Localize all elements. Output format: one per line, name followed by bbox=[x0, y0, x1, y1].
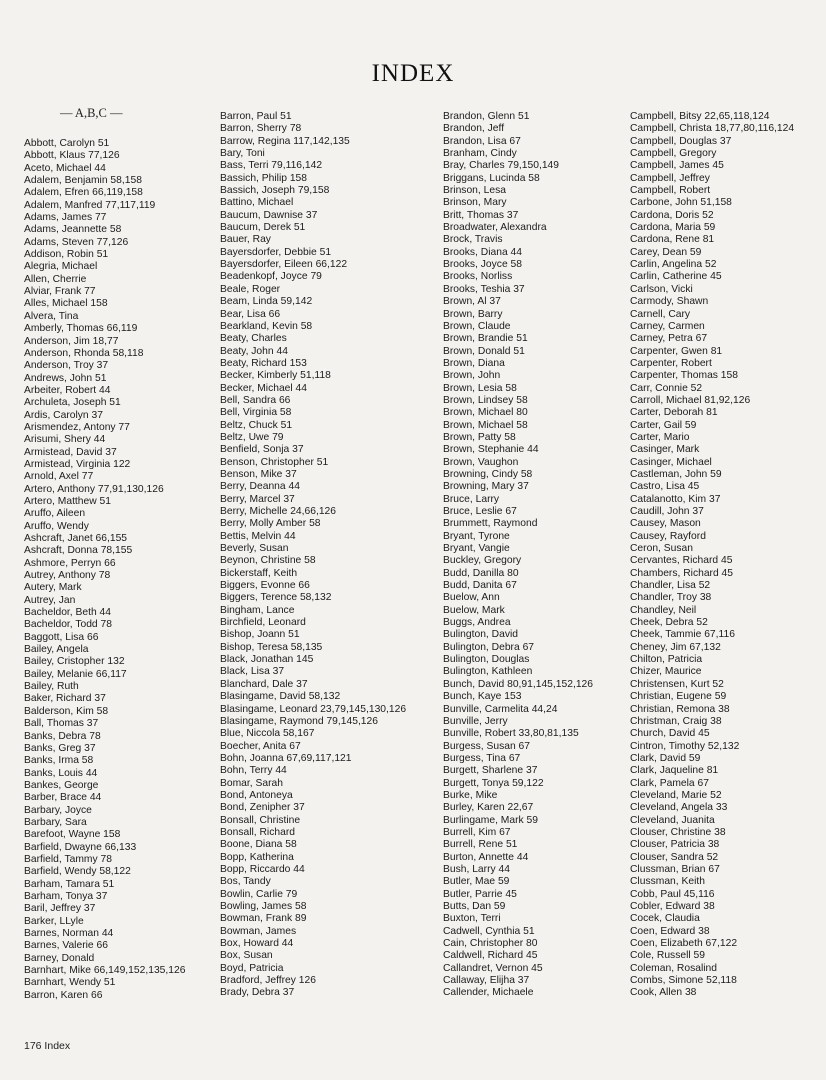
index-entry: Casinger, Mark bbox=[630, 444, 700, 456]
index-entry: Beaty, Richard 153 bbox=[220, 357, 307, 369]
index-entry: Barrow, Regina 117,142,135 bbox=[220, 135, 350, 147]
index-entry: Artero, Anthony 77,91,130,126 bbox=[24, 483, 164, 495]
index-entry: Aceto, Michael 44 bbox=[24, 162, 106, 174]
index-entry: Benson, Christopher 51 bbox=[220, 456, 329, 468]
index-entry: Barham, Tamara 51 bbox=[24, 878, 115, 890]
index-entry: Carpenter, Gwen 81 bbox=[630, 345, 723, 357]
index-entry: Ashcraft, Donna 78,155 bbox=[24, 545, 133, 557]
index-entry: Blasingame, David 58,132 bbox=[220, 691, 341, 703]
index-entry: Burgett, Sharlene 37 bbox=[443, 765, 538, 777]
index-entry: Bond, Zenipher 37 bbox=[220, 802, 305, 814]
index-entry: Carpenter, Thomas 158 bbox=[630, 370, 738, 382]
index-entry: Bayersdorfer, Debbie 51 bbox=[220, 246, 332, 258]
index-entry: Campbell, James 45 bbox=[630, 160, 724, 172]
index-entry: Andrews, John 51 bbox=[24, 372, 107, 384]
index-entry: Chandley, Neil bbox=[630, 604, 697, 616]
index-entry: Bryant, Tyrone bbox=[443, 530, 510, 542]
index-entry: Carney, Carmen bbox=[630, 320, 705, 332]
index-entry: Casinger, Michael bbox=[630, 456, 712, 468]
index-entry: Blasingame, Raymond 79,145,126 bbox=[220, 715, 378, 727]
index-entry: Bruce, Leslie 67 bbox=[443, 506, 517, 517]
index-entry: Budd, Danilla 80 bbox=[443, 567, 519, 579]
index-entry: Britt, Thomas 37 bbox=[443, 209, 519, 221]
index-entry: Baker, Richard 37 bbox=[24, 693, 106, 705]
index-entry: Cleveland, Marie 52 bbox=[630, 789, 722, 801]
index-entry: Bonsall, Richard bbox=[220, 826, 295, 838]
index-entry: Brown, Claude bbox=[443, 320, 511, 332]
index-entry: Causey, Mason bbox=[630, 518, 701, 530]
index-entry: Ball, Thomas 37 bbox=[24, 718, 99, 730]
index-entry: Adams, James 77 bbox=[24, 212, 107, 224]
index-entry: Carter, Mario bbox=[630, 431, 690, 443]
index-entry: Butler, Parrie 45 bbox=[443, 888, 517, 900]
index-entry: Briggans, Lucinda 58 bbox=[443, 172, 540, 184]
index-entry: Cobler, Edward 38 bbox=[630, 901, 715, 912]
index-entry: Cleveland, Angela 33 bbox=[630, 802, 728, 814]
index-entry: Burrell, Kim 67 bbox=[443, 826, 511, 838]
index-entry: Butts, Dan 59 bbox=[443, 901, 506, 912]
index-entry: Armistead, David 37 bbox=[24, 446, 117, 458]
index-entry: Brummett, Raymond bbox=[443, 518, 538, 530]
index-entry: Berry, Molly Amber 58 bbox=[220, 518, 321, 530]
index-entry: Bunville, Robert 33,80,81,135 bbox=[443, 728, 579, 740]
index-entry: Carlin, Catherine 45 bbox=[630, 271, 722, 283]
index-entry: Callaway, Elijha 37 bbox=[443, 975, 530, 987]
index-entry: Ashmore, Perryn 66 bbox=[24, 557, 116, 569]
index-entry: Brandon, Glenn 51 bbox=[443, 111, 530, 122]
index-entry: Barker, LLyle bbox=[24, 915, 84, 927]
index-entry: Balderson, Kim 58 bbox=[24, 705, 109, 717]
index-entry: Beltz, Chuck 51 bbox=[220, 419, 293, 431]
index-entry: Bass, Terri 79,116,142 bbox=[220, 160, 323, 172]
index-entry: Adalem, Benjamin 58,158 bbox=[24, 175, 142, 187]
index-entry: Autery, Mark bbox=[24, 582, 82, 594]
index-entry: Carlson, Vicki bbox=[630, 283, 693, 295]
index-entry: Bankes, George bbox=[24, 779, 99, 791]
index-entry: Christian, Eugene 59 bbox=[630, 691, 727, 703]
index-entry: Boyd, Patricia bbox=[220, 962, 284, 974]
index-entry: Cadwell, Cynthia 51 bbox=[443, 925, 535, 937]
index-entry: Biggers, Terence 58,132 bbox=[220, 592, 332, 604]
index-entry: Alegria, Michael bbox=[24, 261, 98, 273]
index-entry: Bary, Toni bbox=[220, 148, 265, 160]
index-entry: Bomar, Sarah bbox=[220, 777, 283, 789]
index-entry: Ashcraft, Janet 66,155 bbox=[24, 533, 128, 544]
index-entry: Bradford, Jeffrey 126 bbox=[220, 975, 316, 987]
index-entry: Cheek, Tammie 67,116 bbox=[630, 629, 735, 641]
index-entry: Armistead, Virginia 122 bbox=[24, 458, 131, 470]
index-entry: Arnold, Axel 77 bbox=[24, 471, 94, 483]
index-entry: Clussman, Keith bbox=[630, 876, 705, 888]
index-entry: Brown, John bbox=[443, 370, 501, 382]
index-entry: Castleman, John 59 bbox=[630, 468, 722, 480]
index-entry: Brown, Vaughon bbox=[443, 456, 519, 468]
index-entry: Cole, Russell 59 bbox=[630, 950, 705, 962]
index-entry: Clouser, Sandra 52 bbox=[630, 851, 719, 863]
index-entry: Browning, Mary 37 bbox=[443, 481, 529, 493]
index-entry: Beverly, Susan bbox=[220, 543, 289, 555]
index-entry: Banks, Louis 44 bbox=[24, 767, 98, 779]
index-entry: Clussman, Brian 67 bbox=[630, 863, 720, 875]
index-entry: Carroll, Michael 81,92,126 bbox=[630, 394, 751, 406]
index-entry: Baril, Jeffrey 37 bbox=[24, 903, 96, 915]
index-entry: Brown, Lindsey 58 bbox=[443, 394, 528, 406]
index-entry: Campbell, Bitsy 22,65,118,124 bbox=[630, 111, 770, 122]
index-entry: Ceron, Susan bbox=[630, 543, 693, 555]
index-entry: Bruce, Larry bbox=[443, 493, 500, 505]
index-entry: Carbone, John 51,158 bbox=[630, 197, 732, 209]
index-entry: Brown, Donald 51 bbox=[443, 345, 525, 357]
index-entry: Bopp, Katherina bbox=[220, 851, 294, 863]
index-entry: Brock, Travis bbox=[443, 234, 503, 246]
index-entry: Bonsall, Christine bbox=[220, 814, 301, 826]
index-entry: Bryant, Vangie bbox=[443, 543, 510, 555]
index-entry: Beaty, Charles bbox=[220, 333, 287, 345]
index-entry: Carlin, Angelina 52 bbox=[630, 259, 717, 271]
index-entry: Adalem, Efren 66,119,158 bbox=[24, 187, 143, 199]
index-entry: Arismendez, Antony 77 bbox=[24, 421, 130, 433]
index-entry: Bowman, James bbox=[220, 925, 297, 937]
index-entry: Cintron, Timothy 52,132 bbox=[630, 740, 740, 752]
index-entry: Bingham, Lance bbox=[220, 604, 295, 616]
index-entry: Baggott, Lisa 66 bbox=[24, 631, 99, 643]
index-entry: Brooks, Diana 44 bbox=[443, 246, 522, 258]
index-entry: Bayersdorfer, Eileen 66,122 bbox=[220, 259, 348, 271]
index-entry: Berry, Marcel 37 bbox=[220, 493, 295, 505]
index-entry: Bauer, Ray bbox=[220, 234, 271, 246]
index-entry: Callandret, Vernon 45 bbox=[443, 962, 543, 974]
index-entry: Brown, Diana bbox=[443, 357, 505, 369]
index-entry: Blanchard, Dale 37 bbox=[220, 678, 308, 690]
index-entry: Barron, Sherry 78 bbox=[220, 123, 302, 135]
index-column-3 bbox=[443, 111, 593, 1000]
index-entry: Clark, Pamela 67 bbox=[630, 777, 709, 789]
index-entry: Barnhart, Wendy 51 bbox=[24, 977, 116, 989]
index-entry: Brinson, Lesa bbox=[443, 185, 506, 197]
index-entry: Beale, Roger bbox=[220, 283, 281, 295]
index-entry: Amberly, Thomas 66,119 bbox=[24, 323, 138, 335]
index-entry: Barber, Brace 44 bbox=[24, 792, 102, 804]
index-entry: Budd, Danita 67 bbox=[443, 580, 517, 592]
index-entry: Cocek, Claudia bbox=[630, 913, 700, 925]
index-entry: Bray, Charles 79,150,149 bbox=[443, 160, 560, 172]
index-entry: Bearkland, Kevin 58 bbox=[220, 320, 313, 332]
index-entry: Bishop, Teresa 58,135 bbox=[220, 641, 323, 653]
index-entry: Caudill, John 37 bbox=[630, 506, 704, 517]
index-entry: Christman, Craig 38 bbox=[630, 715, 722, 727]
index-entry: Anderson, Rhonda 58,118 bbox=[24, 347, 144, 359]
index-entry: Alles, Michael 158 bbox=[24, 298, 108, 310]
index-entry: Bailey, Ruth bbox=[24, 681, 79, 693]
index-entry: Banks, Debra 78 bbox=[24, 730, 101, 742]
index-entry: Buelow, Ann bbox=[443, 592, 500, 604]
index-entry: Banks, Greg 37 bbox=[24, 742, 96, 754]
index-entry: Allen, Cherrie bbox=[24, 273, 87, 285]
index-entry: Artero, Matthew 51 bbox=[24, 495, 111, 507]
index-entry: Clouser, Christine 38 bbox=[630, 826, 726, 838]
index-entry: Coleman, Rosalind bbox=[630, 962, 717, 974]
index-entry: Beynon, Christine 58 bbox=[220, 555, 316, 567]
index-entry: Bailey, Cristopher 132 bbox=[24, 656, 125, 668]
index-entry: Campbell, Jeffrey bbox=[630, 172, 710, 184]
index-entry: Archuleta, Joseph 51 bbox=[24, 397, 121, 409]
index-entry: Baucum, Derek 51 bbox=[220, 222, 306, 234]
index-entry: Cheney, Jim 67,132 bbox=[630, 641, 721, 653]
index-entry: Black, Lisa 37 bbox=[220, 666, 285, 678]
index-entry: Bettis, Melvin 44 bbox=[220, 530, 296, 542]
index-entry: Addison, Robin 51 bbox=[24, 249, 109, 261]
index-entry: Bos, Tandy bbox=[220, 876, 271, 888]
index-entry: Broadwater, Alexandra bbox=[443, 222, 547, 234]
index-entry: Brown, Michael 80 bbox=[443, 407, 528, 419]
index-entry: Barham, Tonya 37 bbox=[24, 890, 108, 902]
index-entry: Brown, Michael 58 bbox=[443, 419, 528, 431]
index-entry: Christensen, Kurt 52 bbox=[630, 678, 724, 690]
index-entry: Barbary, Joyce bbox=[24, 804, 92, 816]
index-entry: Carter, Deborah 81 bbox=[630, 407, 718, 419]
index-entry: Aruffo, Wendy bbox=[24, 520, 89, 532]
index-entry: Bowling, James 58 bbox=[220, 901, 307, 912]
index-entry: Bassich, Philip 158 bbox=[220, 172, 308, 184]
index-entry: Bunville, Carmelita 44,24 bbox=[443, 703, 558, 715]
index-entry: Bopp, Riccardo 44 bbox=[220, 863, 305, 875]
index-entry: Branham, Cindy bbox=[443, 148, 517, 160]
index-entry: Chandler, Lisa 52 bbox=[630, 580, 711, 592]
index-entry: Coen, Elizabeth 67,122 bbox=[630, 938, 738, 950]
index-entry: Cardona, Rene 81 bbox=[630, 234, 715, 246]
index-entry: Cook, Allen 38 bbox=[630, 987, 697, 999]
index-entry: Birchfield, Leonard bbox=[220, 617, 306, 629]
index-entry: Burrell, Rene 51 bbox=[443, 839, 518, 851]
index-entry: Anderson, Troy 37 bbox=[24, 360, 109, 372]
index-entry: Barfield, Wendy 58,122 bbox=[24, 866, 131, 878]
index-column-1 bbox=[24, 138, 185, 1002]
index-entry: Benfield, Sonja 37 bbox=[220, 444, 304, 456]
index-entry: Benson, Mike 37 bbox=[220, 468, 297, 480]
index-entry: Burley, Karen 22,67 bbox=[443, 802, 534, 814]
index-entry: Bell, Virginia 58 bbox=[220, 407, 292, 419]
index-entry: Ardis, Carolyn 37 bbox=[24, 409, 103, 421]
index-entry: Carmody, Shawn bbox=[630, 296, 709, 308]
index-entry: Beam, Linda 59,142 bbox=[220, 296, 313, 308]
index-entry: Cain, Christopher 80 bbox=[443, 938, 538, 950]
index-entry: Burke, Mike bbox=[443, 789, 498, 801]
index-entry: Bulington, David bbox=[443, 629, 518, 641]
index-entry: Bacheldor, Todd 78 bbox=[24, 619, 112, 631]
index-entry: Causey, Rayford bbox=[630, 530, 706, 542]
index-entry: Bickerstaff, Keith bbox=[220, 567, 298, 579]
index-entry: Chilton, Patricia bbox=[630, 654, 703, 666]
index-entry: Baucum, Dawnise 37 bbox=[220, 209, 318, 221]
index-entry: Castro, Lisa 45 bbox=[630, 481, 700, 493]
index-entry: Bulington, Debra 67 bbox=[443, 641, 535, 653]
index-entry: Aruffo, Aileen bbox=[24, 508, 86, 520]
index-entry: Arisumi, Shery 44 bbox=[24, 434, 106, 446]
index-entry: Combs, Simone 52,118 bbox=[630, 975, 737, 987]
index-entry: Buelow, Mark bbox=[443, 604, 505, 616]
index-entry: Adalem, Manfred 77,117,119 bbox=[24, 199, 156, 211]
index-column-4 bbox=[630, 111, 794, 1000]
index-entry: Banks, Irma 58 bbox=[24, 755, 94, 767]
index-entry: Catalanotto, Kim 37 bbox=[630, 493, 721, 505]
index-entry: Brown, Brandie 51 bbox=[443, 333, 528, 345]
index-entry: Bowman, Frank 89 bbox=[220, 913, 307, 925]
index-entry: Bishop, Joann 51 bbox=[220, 629, 300, 641]
index-entry: Barbary, Sara bbox=[24, 816, 87, 828]
index-entry: Bell, Sandra 66 bbox=[220, 394, 291, 406]
index-entry: Brinson, Mary bbox=[443, 197, 507, 209]
index-entry: Burgess, Susan 67 bbox=[443, 740, 531, 752]
index-entry: Clark, Jaqueline 81 bbox=[630, 765, 719, 777]
index-entry: Bear, Lisa 66 bbox=[220, 308, 281, 320]
index-entry: Bacheldor, Beth 44 bbox=[24, 607, 112, 619]
index-entry: Beltz, Uwe 79 bbox=[220, 431, 284, 443]
index-entry: Carr, Connie 52 bbox=[630, 382, 703, 394]
index-entry: Burlingame, Mark 59 bbox=[443, 814, 538, 826]
index-entry: Brown, Patty 58 bbox=[443, 431, 516, 443]
index-entry: Biggers, Evonne 66 bbox=[220, 580, 310, 592]
section-heading: — A,B,C — bbox=[60, 106, 123, 120]
index-entry: Bowlin, Carlie 79 bbox=[220, 888, 298, 900]
index-entry: Bohn, Terry 44 bbox=[220, 765, 287, 777]
index-entry: Brown, Stephanie 44 bbox=[443, 444, 539, 456]
index-entry: Cleveland, Juanita bbox=[630, 814, 715, 826]
index-entry: Cardona, Doris 52 bbox=[630, 209, 714, 221]
index-entry: Caldwell, Richard 45 bbox=[443, 950, 538, 962]
index-entry: Christian, Remona 38 bbox=[630, 703, 730, 715]
index-entry: Black, Jonathan 145 bbox=[220, 654, 314, 666]
index-entry: Autrey, Jan bbox=[24, 594, 76, 606]
index-entry: Barnhart, Mike 66,149,152,135,126 bbox=[24, 965, 186, 977]
index-entry: Chandler, Troy 38 bbox=[630, 592, 712, 604]
index-entry: Carey, Dean 59 bbox=[630, 246, 702, 258]
index-entry: Clark, David 59 bbox=[630, 752, 701, 764]
index-entry: Barfield, Dwayne 66,133 bbox=[24, 841, 137, 853]
index-entry: Callender, Michaele bbox=[443, 987, 534, 999]
index-entry: Barron, Karen 66 bbox=[24, 989, 103, 1001]
index-entry: Blue, Niccola 58,167 bbox=[220, 728, 315, 740]
index-entry: Boecher, Anita 67 bbox=[220, 740, 301, 752]
index-entry: Bohn, Joanna 67,69,117,121 bbox=[220, 752, 352, 764]
index-entry: Brown, Al 37 bbox=[443, 296, 501, 308]
index-entry: Burgett, Tonya 59,122 bbox=[443, 777, 544, 789]
index-entry: Boone, Diana 58 bbox=[220, 839, 297, 851]
page-footer: 176 Index bbox=[24, 1040, 71, 1052]
index-entry: Campbell, Douglas 37 bbox=[630, 135, 732, 147]
index-entry: Abbott, Carolyn 51 bbox=[24, 138, 110, 149]
index-entry: Adams, Jeannette 58 bbox=[24, 224, 122, 236]
index-entry: Barron, Paul 51 bbox=[220, 111, 292, 122]
index-entry: Cardona, Maria 59 bbox=[630, 222, 716, 234]
index-entry: Bassich, Joseph 79,158 bbox=[220, 185, 330, 197]
index-entry: Autrey, Anthony 78 bbox=[24, 570, 111, 582]
index-entry: Battino, Michael bbox=[220, 197, 294, 209]
index-entry: Blasingame, Leonard 23,79,145,130,126 bbox=[220, 703, 407, 715]
index-entry: Bulington, Douglas bbox=[443, 654, 530, 666]
index-entry: Bunch, Kaye 153 bbox=[443, 691, 522, 703]
index-entry: Brooks, Joyce 58 bbox=[443, 259, 522, 271]
index-entry: Brandon, Jeff bbox=[443, 123, 505, 135]
index-entry: Campbell, Gregory bbox=[630, 148, 717, 160]
index-entry: Chambers, Richard 45 bbox=[630, 567, 734, 579]
index-entry: Beaty, John 44 bbox=[220, 345, 288, 357]
index-entry: Bailey, Angela bbox=[24, 644, 89, 656]
index-entry: Brooks, Norliss bbox=[443, 271, 513, 283]
index-entry: Becker, Kimberly 51,118 bbox=[220, 370, 331, 382]
index-entry: Church, David 45 bbox=[630, 728, 710, 740]
index-entry: Arbeiter, Robert 44 bbox=[24, 384, 111, 396]
index-entry: Butler, Mae 59 bbox=[443, 876, 510, 888]
index-entry: Bunch, David 80,91,145,152,126 bbox=[443, 678, 593, 690]
index-entry: Campbell, Robert bbox=[630, 185, 711, 197]
index-entry: Brooks, Teshia 37 bbox=[443, 283, 525, 295]
index-entry: Brown, Lesia 58 bbox=[443, 382, 517, 394]
index-entry: Adams, Steven 77,126 bbox=[24, 236, 129, 248]
index-entry: Berry, Deanna 44 bbox=[220, 481, 300, 493]
index-entry: Alviar, Frank 77 bbox=[24, 286, 96, 298]
index-entry: Brandon, Lisa 67 bbox=[443, 135, 521, 147]
index-entry: Cobb, Paul 45,116 bbox=[630, 888, 715, 900]
index-entry: Bunville, Jerry bbox=[443, 715, 508, 727]
index-entry: Carnell, Cary bbox=[630, 308, 691, 320]
page-title: INDEX bbox=[371, 60, 455, 87]
index-entry: Chizer, Maurice bbox=[630, 666, 702, 678]
index-entry: Anderson, Jim 18,77 bbox=[24, 335, 119, 347]
index-entry: Beadenkopf, Joyce 79 bbox=[220, 271, 322, 283]
index-entry: Alvera, Tina bbox=[24, 310, 79, 322]
index-entry: Brown, Barry bbox=[443, 308, 503, 320]
index-entry: Buggs, Andrea bbox=[443, 617, 511, 629]
index-entry: Brady, Debra 37 bbox=[220, 987, 295, 999]
index-entry: Browning, Cindy 58 bbox=[443, 468, 533, 480]
index-entry: Barfield, Tammy 78 bbox=[24, 853, 112, 865]
index-entry: Bulington, Kathleen bbox=[443, 666, 533, 678]
index-entry: Box, Howard 44 bbox=[220, 938, 294, 950]
index-entry: Barney, Donald bbox=[24, 952, 95, 964]
index-entry: Barnes, Valerie 66 bbox=[24, 940, 108, 952]
index-entry: Berry, Michelle 24,66,126 bbox=[220, 506, 336, 517]
index-entry: Burton, Annette 44 bbox=[443, 851, 529, 863]
index-entry: Bond, Antoneya bbox=[220, 789, 293, 801]
index-entry: Bailey, Melanie 66,117 bbox=[24, 668, 127, 680]
index-entry: Burgess, Tina 67 bbox=[443, 752, 521, 764]
index-entry: Coen, Edward 38 bbox=[630, 925, 710, 937]
index-entry: Barefoot, Wayne 158 bbox=[24, 829, 121, 841]
index-entry: Buxton, Terri bbox=[443, 913, 501, 925]
index-entry: Clouser, Patricia 38 bbox=[630, 839, 720, 851]
index-entry: Box, Susan bbox=[220, 950, 273, 962]
index-entry: Cheek, Debra 52 bbox=[630, 617, 708, 629]
index-entry: Carney, Petra 67 bbox=[630, 333, 708, 345]
index-entry: Campbell, Christa 18,77,80,116,124 bbox=[630, 123, 795, 135]
index-entry: Becker, Michael 44 bbox=[220, 382, 307, 394]
index-entry: Bush, Larry 44 bbox=[443, 863, 510, 875]
index-entry: Buckley, Gregory bbox=[443, 555, 522, 567]
index-entry: Carpenter, Robert bbox=[630, 357, 712, 369]
index-column-2 bbox=[220, 111, 406, 1000]
index-entry: Barnes, Norman 44 bbox=[24, 928, 114, 939]
index-entry: Carter, Gail 59 bbox=[630, 419, 697, 431]
index-entry: Cervantes, Richard 45 bbox=[630, 555, 733, 567]
index-entry: Abbott, Klaus 77,126 bbox=[24, 150, 120, 162]
